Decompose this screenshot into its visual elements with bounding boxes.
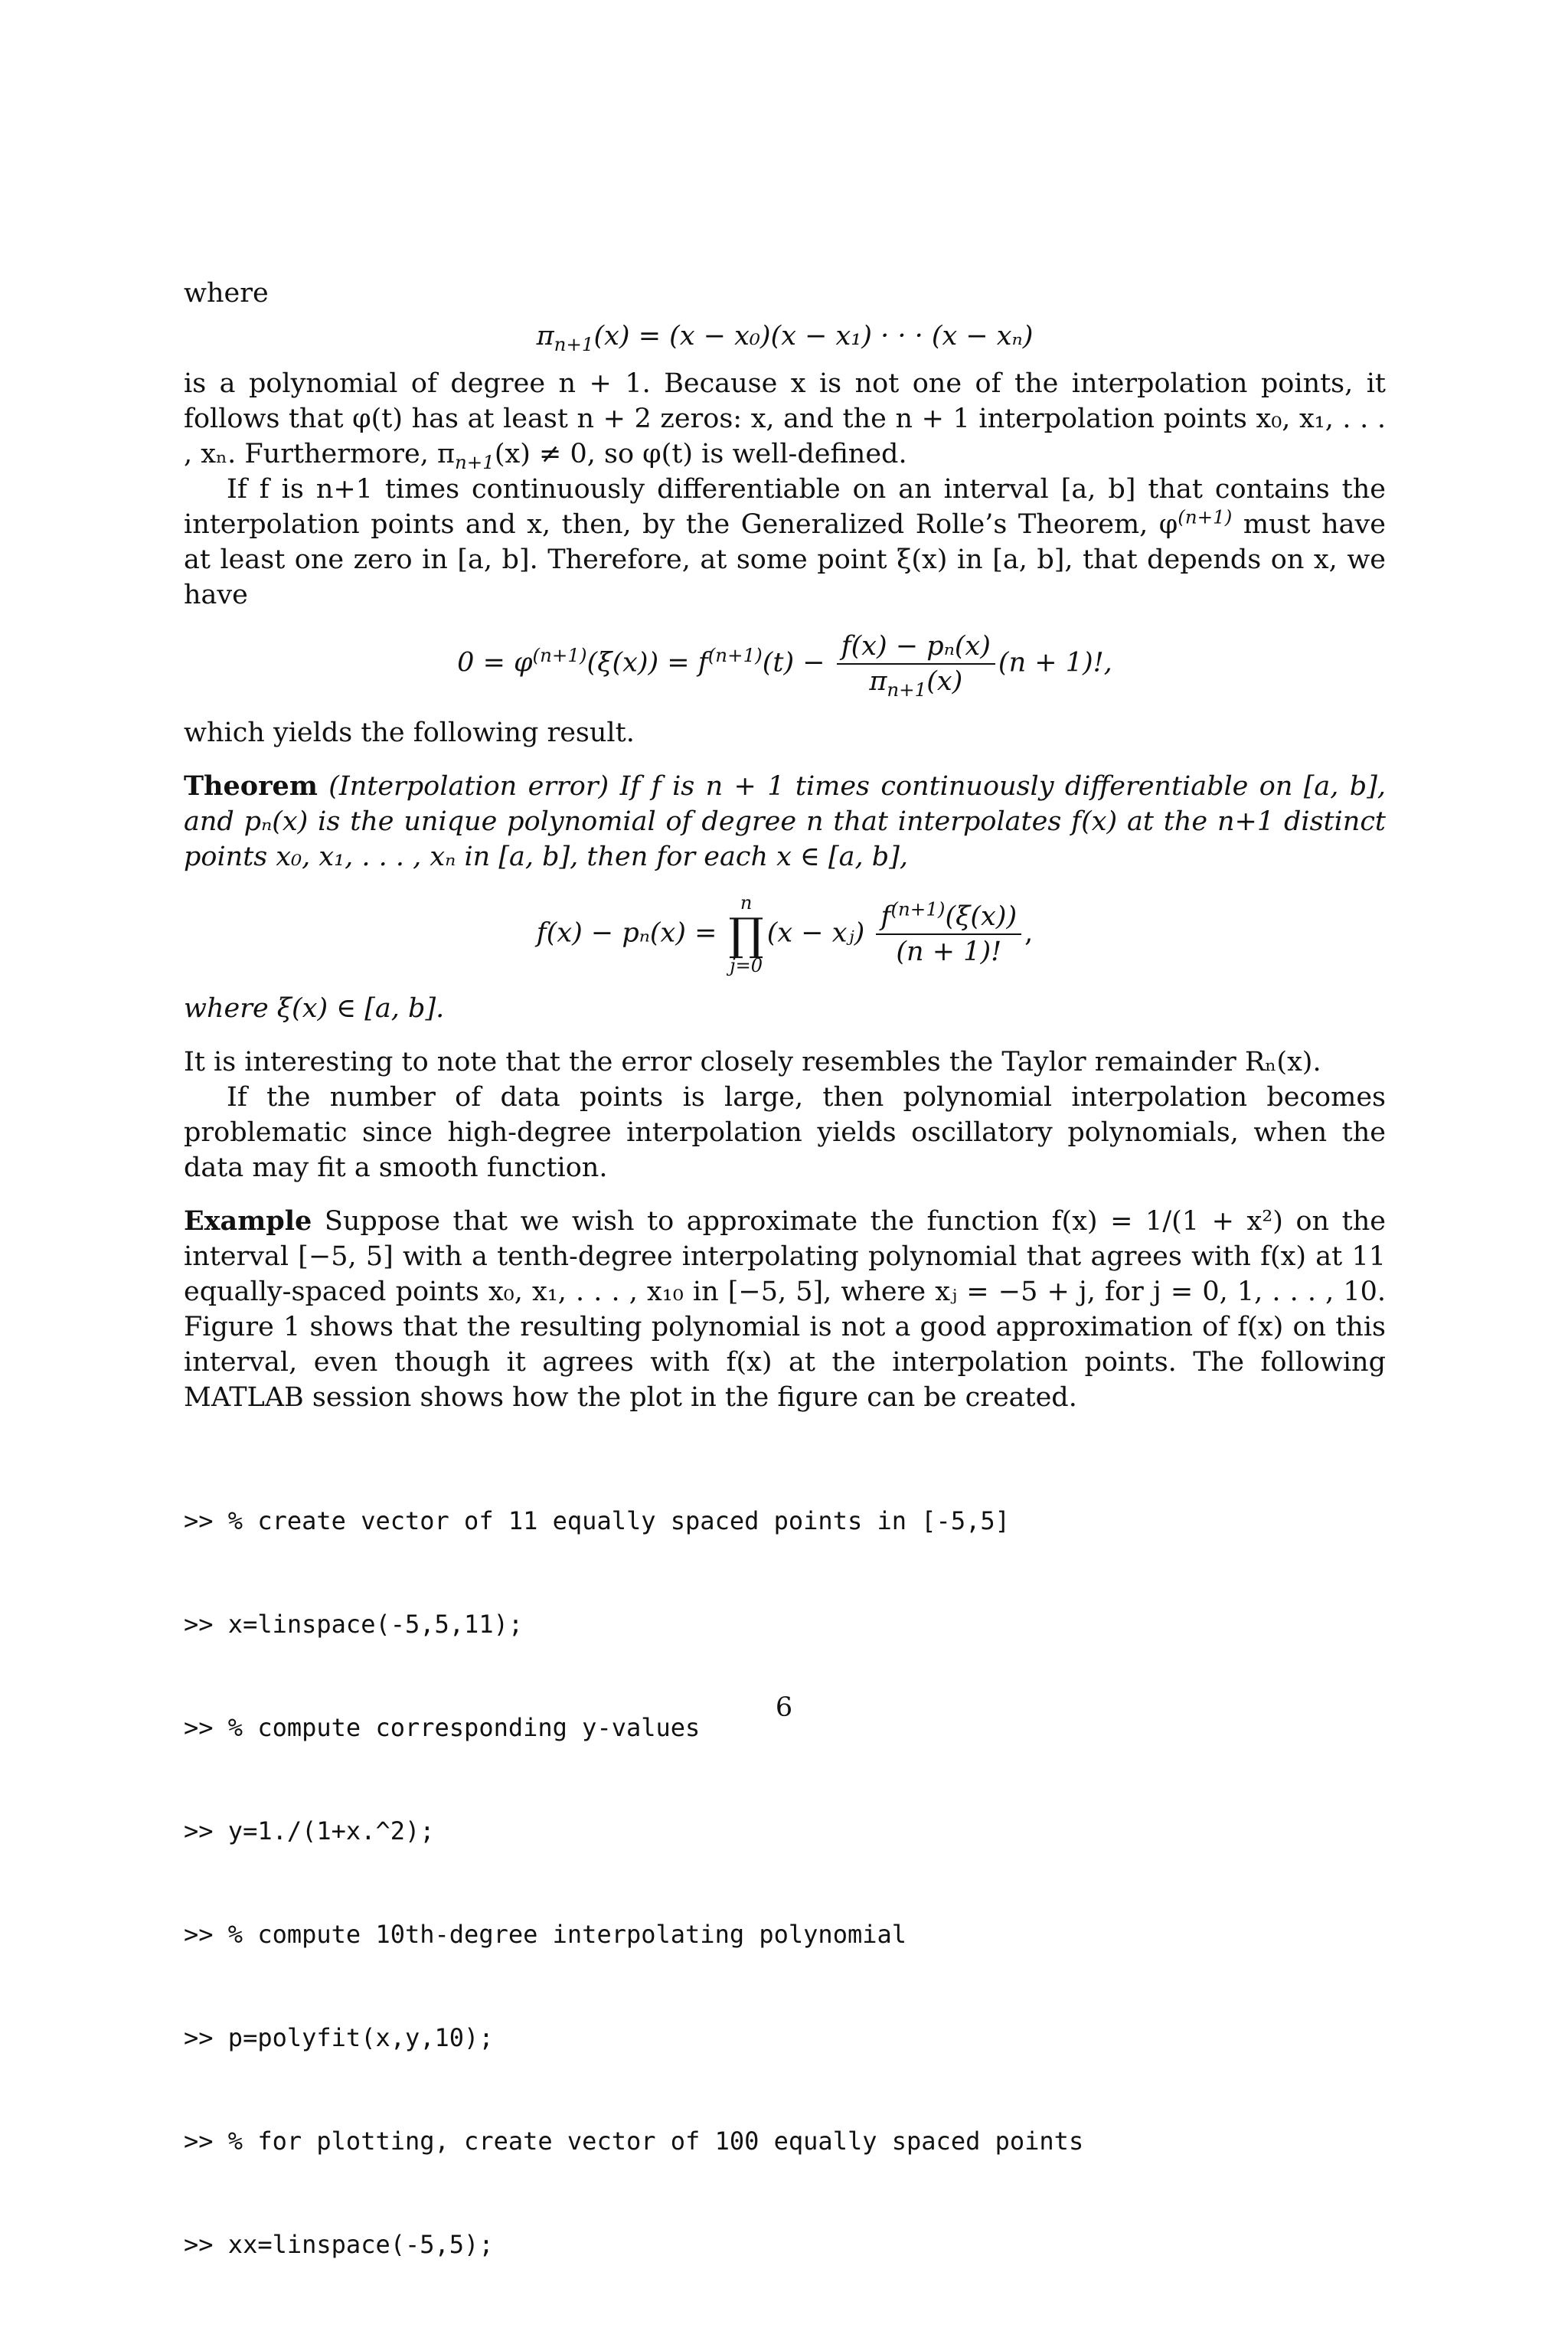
error-equation [184,893,1386,976]
eq3-num-f: f [880,901,891,932]
paragraph-zeros-a: is a polynomial of degree n + 1. Because x is not one of the interpolation points, it follows that φ(t) has at least n + 2 zeros: x, and the n + 1 interpolation points x₀, x₁, . . . , xₙ. Furthermore, π [184,368,1386,469]
example-label: Example [184,1205,312,1237]
paragraph-zeros-sub: n+1 [454,451,495,473]
theorem-label: Theorem [184,770,318,802]
eq2-denominator [837,665,995,701]
pi-symbol: π [536,321,554,351]
paragraph-zeros [184,366,1386,472]
pi-arg: (x) = [593,321,670,351]
eq2-sup1: (n+1) [532,643,587,666]
paragraph-rolle-a: If f is n+1 times continuously differentiable on an interval [a, b] that contains the interpolation points and x, then, by the Generalized Rolle’s Theorem, φ [184,474,1386,540]
eq3-num-sup: (n+1) [890,897,946,920]
eq2-den-rest: (x) [926,666,963,697]
paragraph-zeros-b: (x) ≠ 0, so φ(t) is well-defined. [494,439,907,469]
pi-subscript: n+1 [554,333,594,355]
eq2-sup2: (n+1) [707,643,763,666]
example-text: Suppose that we wish to approximate the function f(x) = 1/(1 + x²) on the interval [−5, 5] with a tenth-degree interpolating polynomial that agrees with f(x) at 11 equally-spaced points x₀, x₁, . . . , x₁₀ in [−5, 5], where xⱼ = −5 + j, for j = 0, 1, . . . , 10. Figure 1 shows that the resulting polynomial is not a good approximation of f(x) on this interval, even though it agrees with f(x) at the interpolation points. The following MATLAB session shows how the plot in the figure can be created. [184,1206,1386,1413]
paragraph-rolle-b: must have at least one zero in [a, b]. Therefore, at some point ξ(x) in [a, b], that depends on x, we have [184,509,1387,610]
code-line: >> y=1./(1+x.^2); [184,1816,435,1846]
eq3-denominator: (n + 1)! [896,937,1002,967]
example-block [184,1204,1386,1415]
theorem-text: (Interpolation error) If f is n + 1 times continuously differentiable on [a, b], and pₙ(x) is the unique polynomial of degree n that interpolates f(x) at the n+1 distinct points x₀, x₁, . . . , xₙ in [a, b], then for each x ∈ [a, b], [184,771,1386,872]
eq2-tail: (n + 1)!, [998,647,1112,678]
paragraph-rolle-sup: (n+1) [1178,505,1233,528]
page-number: 6 [775,1692,793,1723]
code-line: >> % create vector of 11 equally spaced points in [-5,5] [184,1506,1010,1535]
code-line: >> p=polyfit(x,y,10); [184,2023,494,2052]
eq2-den-sub: n+1 [887,678,927,701]
rolle-equation [184,629,1386,701]
eq3-comma: , [1024,917,1034,949]
eq3-prod-top: n [740,892,753,914]
eq2-left: 0 = φ [457,647,533,678]
code-line: >> x=linspace(-5,5,11); [184,1610,524,1639]
eq2-fraction [837,629,995,701]
code-line: >> xx=linspace(-5,5); [184,2230,494,2259]
theorem-end: where ξ(x) ∈ [a, b]. [184,993,445,1024]
eq2-numerator: f(x) − pₙ(x) [837,629,995,665]
eq2-den-pi: π [869,666,887,697]
eq2-mid2: (t) − [762,647,825,678]
paragraph-taylor: It is interesting to note that the error closely resembles the Taylor remainder Rₙ(x). [184,1047,1321,1077]
pi-product: (x − x₀)(x − x₁) · · · (x − xₙ) [669,321,1034,351]
eq3-num-tail: (ξ(x)) [945,901,1018,932]
paragraph-oscillation: If the number of data points is large, then polynomial interpolation becomes problematic since high-degree interpolation yields oscillatory polynomials, when the data may fit a smooth function. [184,1082,1386,1183]
eq3-lhs: f(x) − pₙ(x) = [536,917,717,949]
eq3-numerator [876,897,1021,935]
matlab-code-block [184,1435,1386,2331]
code-line: >> % for plotting, create vector of 100 equally spaced points [184,2127,1084,2156]
theorem-block [184,769,1386,875]
eq3-product-operator [729,893,764,976]
paragraph-result: which yields the following result. [184,718,635,748]
eq3-factor: (x − xⱼ) [766,917,865,949]
eq3-prod-symbol: ∏ [728,908,764,960]
code-line: >> % compute 10th-degree interpolating polynomial [184,1920,907,1949]
eq2-mid: (ξ(x)) = f [586,647,708,678]
pi-definition-equation [184,319,1386,354]
eq3-prod-bottom: j=0 [730,955,763,976]
code-line: >> % compute corresponding y-values [184,1713,701,1742]
eq3-fraction [876,897,1021,969]
page-body [184,276,1386,2331]
where-intro: where [184,278,269,309]
paragraph-rolle [184,472,1386,613]
